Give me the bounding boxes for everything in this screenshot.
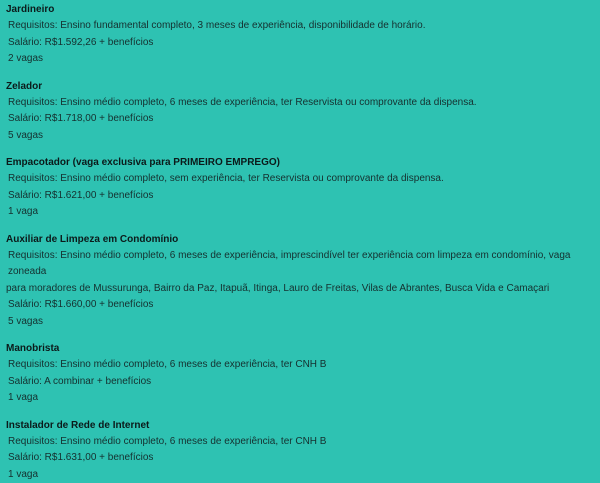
job-listing [6,231,594,331]
job-openings: 5 vagas [6,128,594,145]
job-requirements: Requisitos: Ensino médio completo, 6 meses de experiência, imprescindível ter experiência com limpeza em condomínio, vaga zoneada [6,248,594,281]
job-salary: Salário: R$1.621,00 + benefícios [6,188,594,205]
job-salary: Salário: A combinar + benefícios [6,374,594,391]
job-requirements: Requisitos: Ensino fundamental completo, 3 meses de experiência, disponibilidade de horário. [6,18,594,35]
job-openings: 1 vaga [6,204,594,221]
job-requirements: Requisitos: Ensino médio completo, 6 meses de experiência, ter Reservista ou comprovante da dispensa. [6,95,594,112]
job-salary: Salário: R$1.718,00 + benefícios [6,111,594,128]
job-openings: 1 vaga [6,390,594,407]
job-title: Zelador [6,78,594,95]
job-requirements-continued: para moradores de Mussurunga, Bairro da Paz, Itapuã, Itinga, Lauro de Freitas, Vilas de Abrantes, Busca Vida e Camaçari [6,281,594,298]
job-requirements: Requisitos: Ensino médio completo, sem experiência, ter Reservista ou comprovante da dispensa. [6,171,594,188]
job-salary: Salário: R$1.660,00 + benefícios [6,297,594,314]
job-title: Auxiliar de Limpeza em Condomínio [6,231,594,248]
job-title: Manobrista [6,340,594,357]
job-salary: Salário: R$1.592,26 + benefícios [6,35,594,52]
job-salary: Salário: R$1.631,00 + benefícios [6,450,594,467]
job-listing [6,1,594,68]
job-listing [6,78,594,145]
job-requirements: Requisitos: Ensino médio completo, 6 meses de experiência, ter CNH B [6,357,594,374]
job-listing [6,417,594,483]
job-openings: 5 vagas [6,314,594,331]
job-listing [6,340,594,407]
job-title: Empacotador (vaga exclusiva para PRIMEIRO EMPREGO) [6,154,594,171]
job-requirements: Requisitos: Ensino médio completo, 6 meses de experiência, ter CNH B [6,434,594,451]
job-listing [6,154,594,221]
job-title: Jardineiro [6,1,594,18]
job-title: Instalador de Rede de Internet [6,417,594,434]
job-openings: 1 vaga [6,467,594,483]
job-openings: 2 vagas [6,51,594,68]
